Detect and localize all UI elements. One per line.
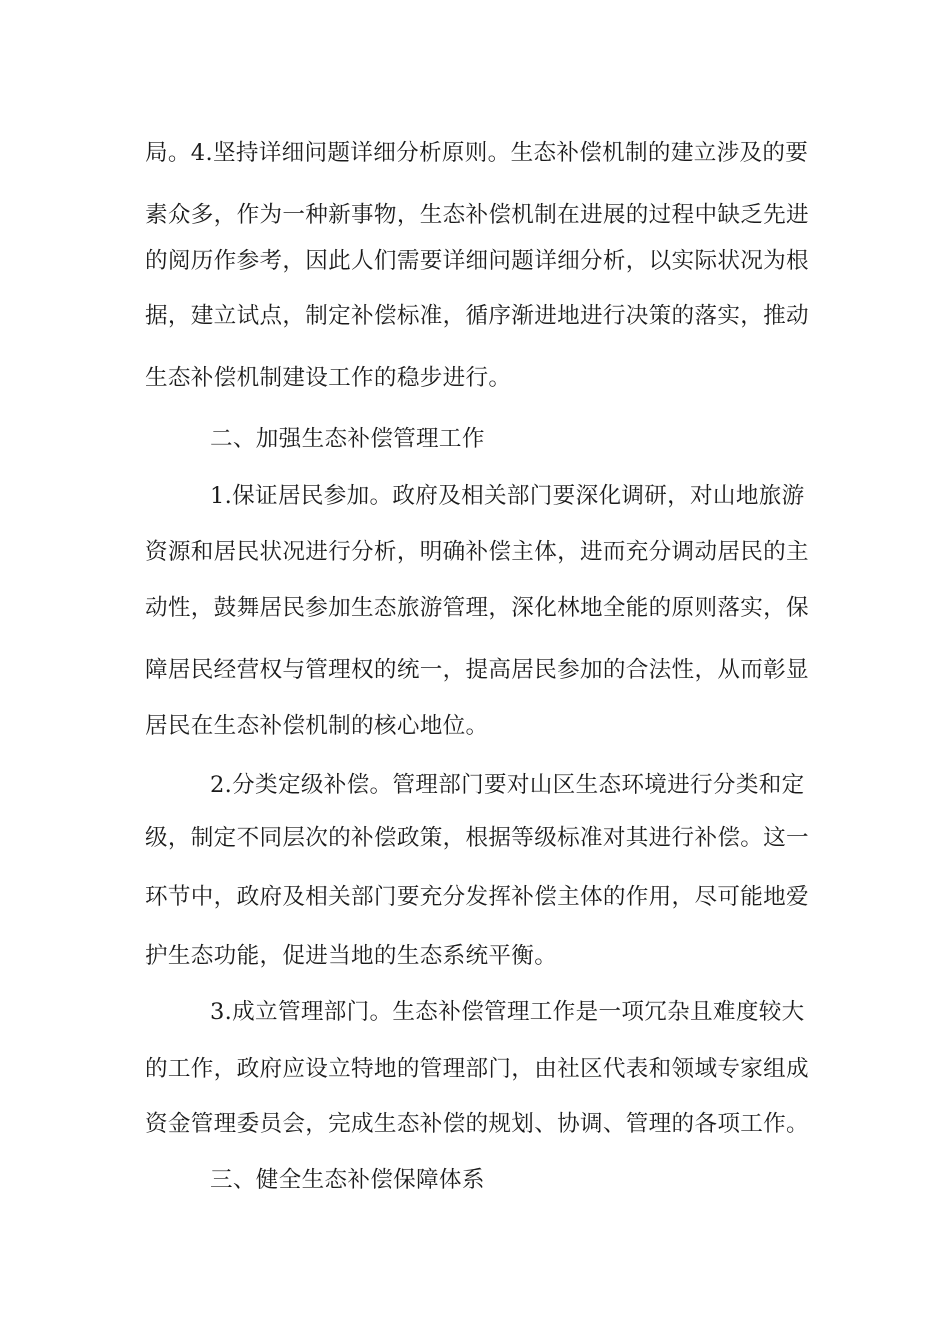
section-heading: 三、健全生态补偿保障体系: [210, 1167, 485, 1193]
text-line: 障居民经营权与管理权的统一，提高居民参加的合法性，从而彰显: [145, 657, 809, 683]
text-line: 的工作，政府应设立特地的管理部门，由社区代表和领域专家组成: [145, 1056, 809, 1082]
text-line: 生态补偿机制建设工作的稳步进行。: [145, 365, 512, 391]
text-line: 3.成立管理部门。生态补偿管理工作是一项冗杂且难度较大: [210, 999, 805, 1025]
text-line: 动性，鼓舞居民参加生态旅游管理，深化林地全能的原则落实，保: [145, 595, 809, 621]
text-line: 的阅历作参考，因此人们需要详细问题详细分析，以实际状况为根: [145, 248, 809, 274]
text-line: 环节中，政府及相关部门要充分发挥补偿主体的作用，尽可能地爱: [145, 884, 809, 910]
text-line: 居民在生态补偿机制的核心地位。: [145, 713, 489, 739]
text-line: 据，建立试点，制定补偿标准，循序渐进地进行决策的落实，推动: [145, 303, 809, 329]
text-line: 1.保证居民参加。政府及相关部门要深化调研，对山地旅游: [210, 483, 805, 509]
text-line: 资金管理委员会，完成生态补偿的规划、协调、管理的各项工作。: [145, 1111, 809, 1137]
text-line: 2.分类定级补偿。管理部门要对山区生态环境进行分类和定: [210, 772, 805, 798]
section-heading: 二、加强生态补偿管理工作: [210, 426, 485, 452]
text-line: 资源和居民状况进行分析，明确补偿主体，进而充分调动居民的主: [145, 539, 809, 565]
text-line: 级，制定不同层次的补偿政策，根据等级标准对其进行补偿。这一: [145, 825, 809, 851]
text-line: 护生态功能，促进当地的生态系统平衡。: [145, 943, 558, 969]
text-line: 局。4.坚持详细问题详细分析原则。生态补偿机制的建立涉及的要: [145, 140, 809, 166]
text-line: 素众多，作为一种新事物，生态补偿机制在进展的过程中缺乏先进: [145, 202, 809, 228]
